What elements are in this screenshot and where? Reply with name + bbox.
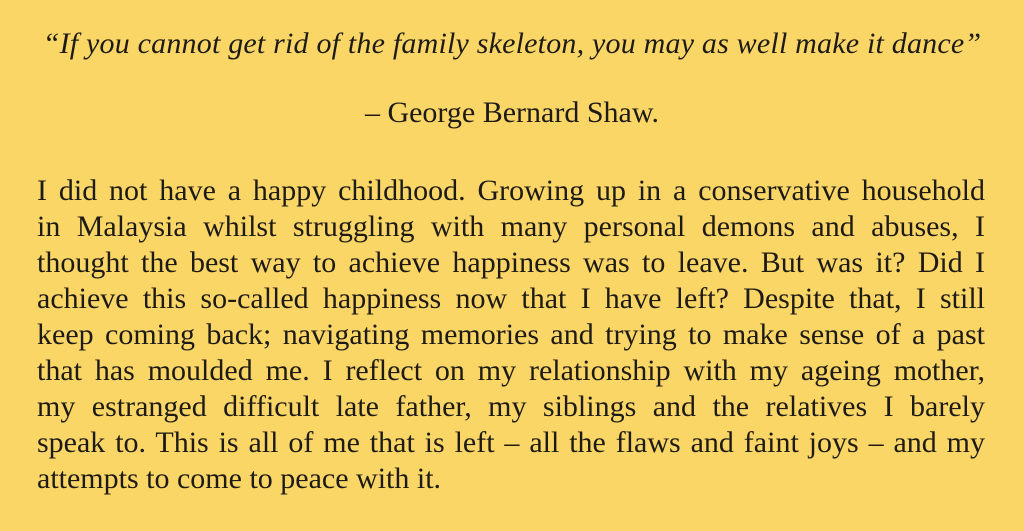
paragraph-line: speak to. This is all of me that is left – all the flaws and faint joys – and my bbox=[37, 426, 985, 459]
quote-attribution: – George Bernard Shaw. bbox=[364, 96, 660, 129]
paragraph-line: my estranged difficult late father, my siblings and the relatives I barely bbox=[37, 390, 985, 423]
epigraph-quote: “If you cannot get rid of the family skeleton, you may as well make it dance” bbox=[42, 27, 982, 60]
paragraph-line: attempts to come to peace with it. bbox=[37, 462, 442, 495]
paragraph-line: keep coming back; navigating memories and trying to make sense of a past bbox=[37, 318, 985, 351]
paragraph-line: I did not have a happy childhood. Growing up in a conservative household bbox=[37, 174, 985, 207]
paragraph-line: thought the best way to achieve happiness was to leave. But was it? Did I bbox=[37, 246, 985, 279]
body-paragraph bbox=[37, 173, 985, 497]
paragraph-line: achieve this so-called happiness now that I have left? Despite that, I still bbox=[37, 282, 985, 315]
paragraph-line: that has moulded me. I reflect on my relationship with my ageing mother, bbox=[37, 354, 985, 387]
paragraph-line: in Malaysia whilst struggling with many personal demons and abuses, I bbox=[37, 210, 985, 243]
